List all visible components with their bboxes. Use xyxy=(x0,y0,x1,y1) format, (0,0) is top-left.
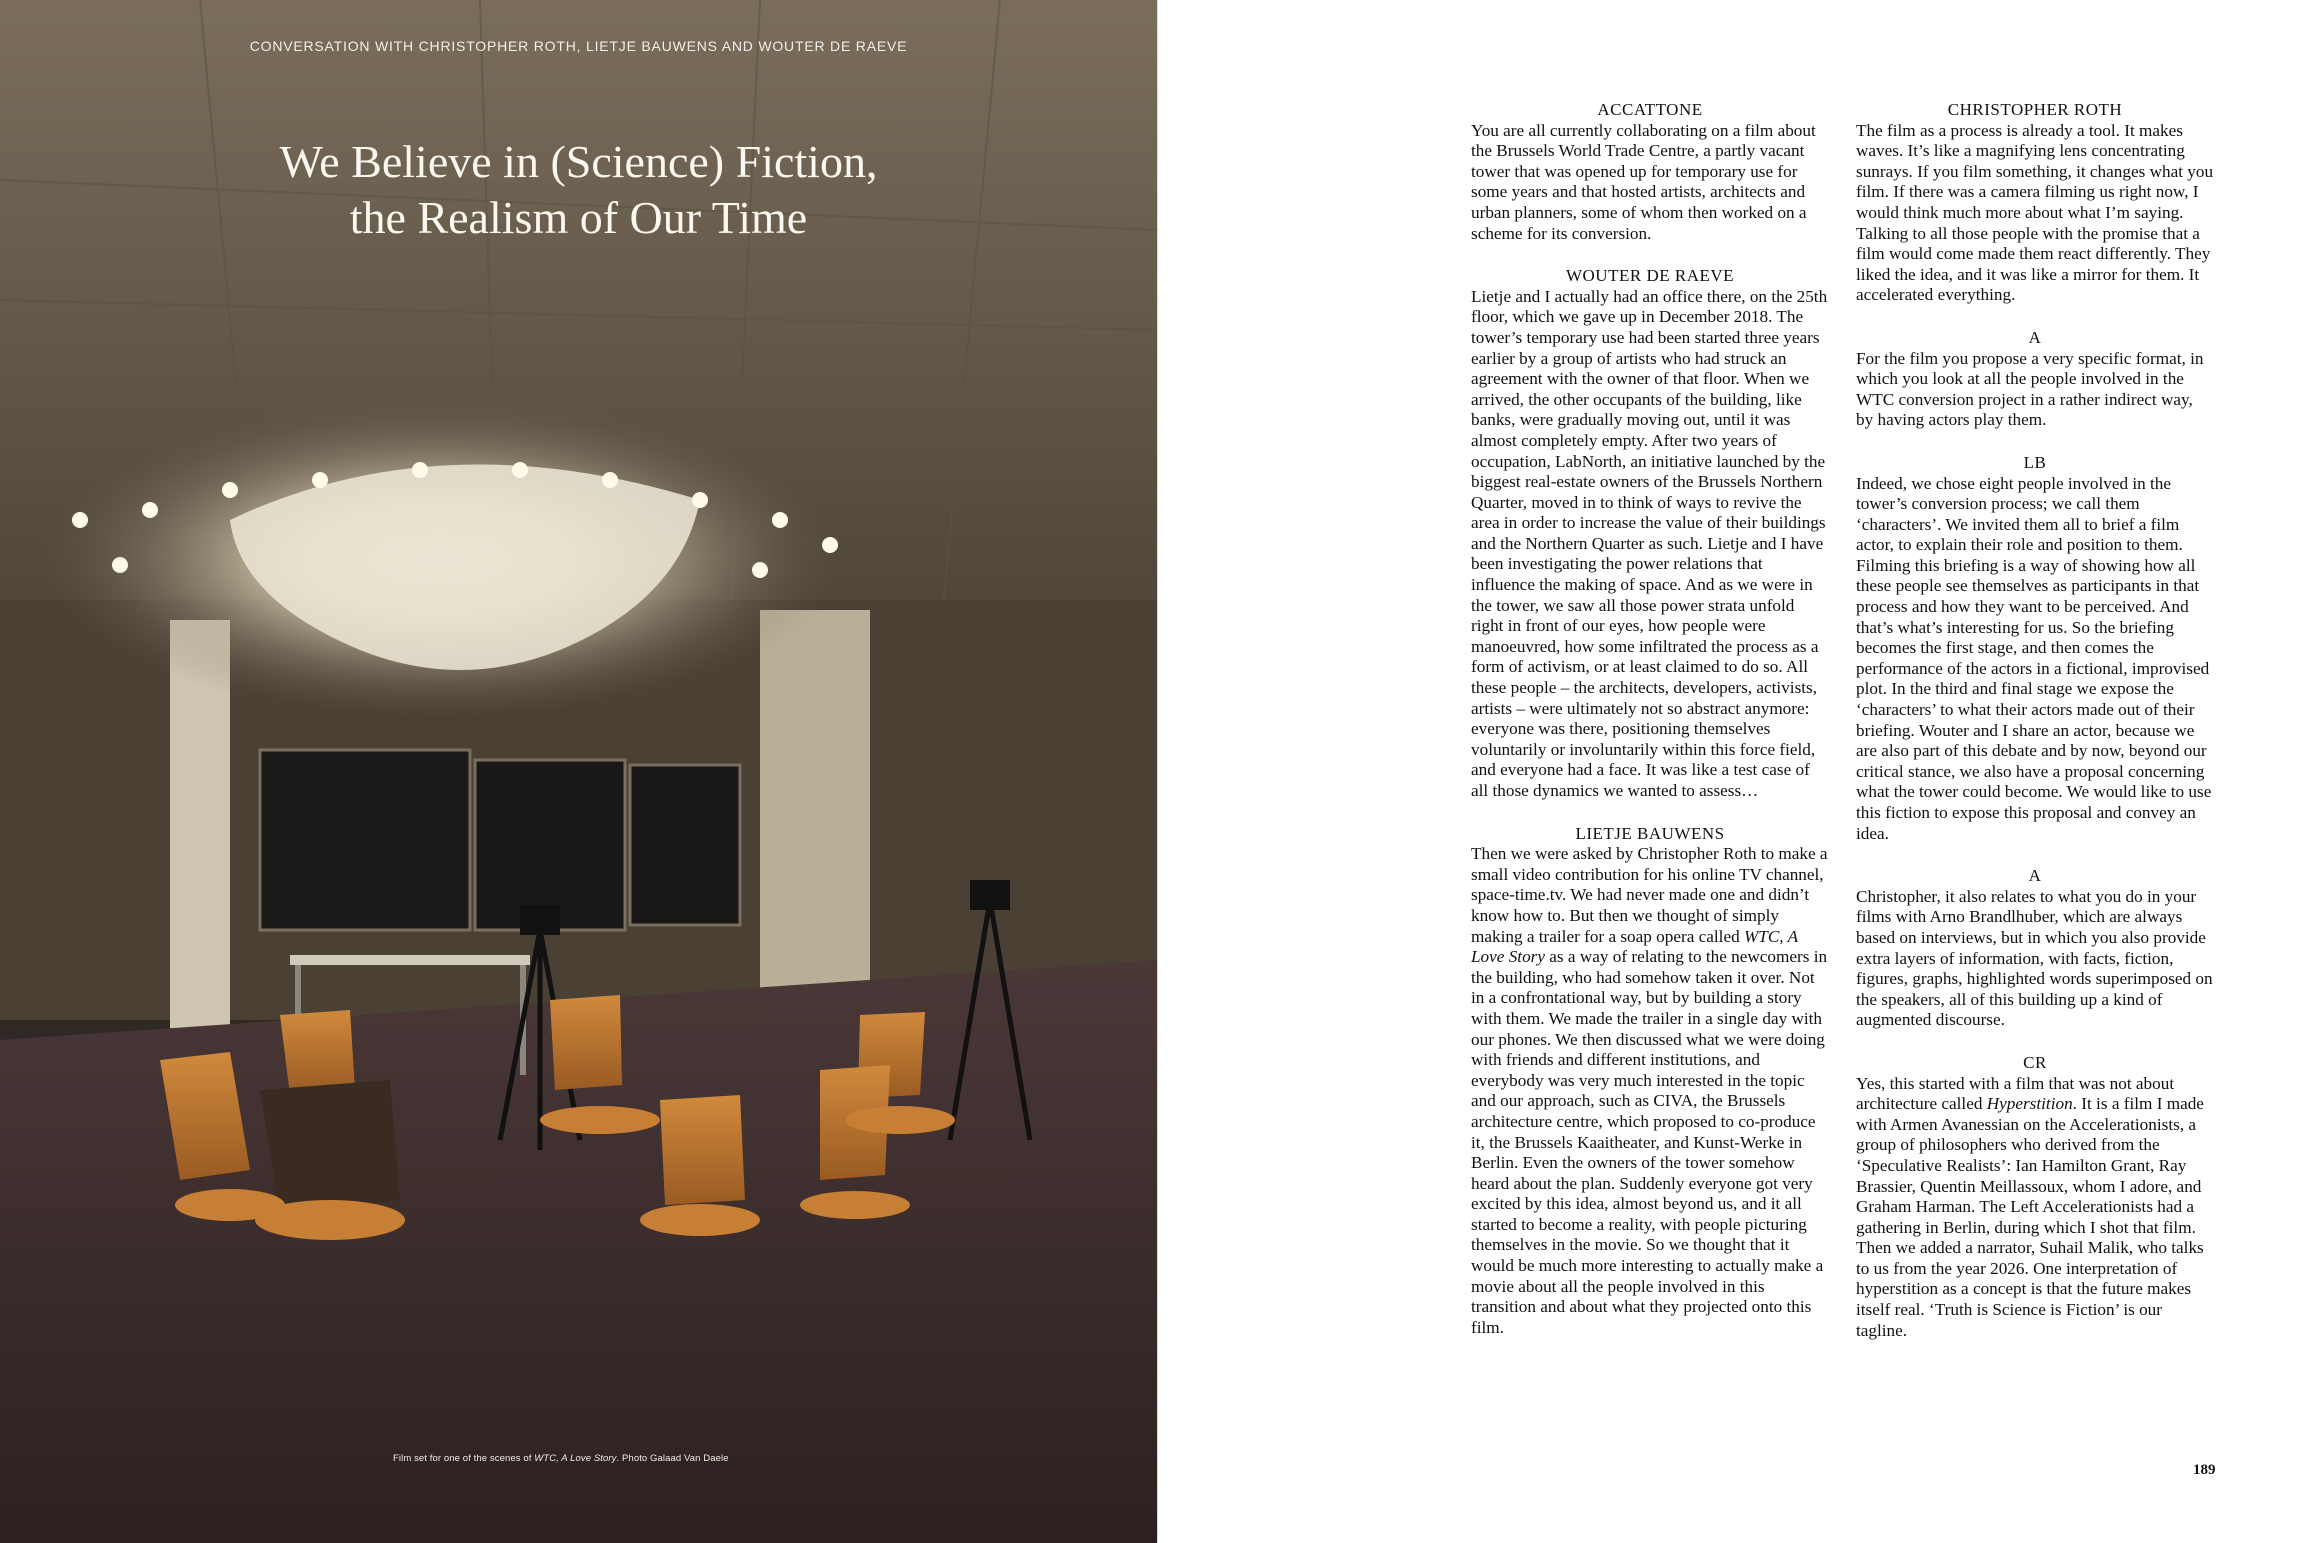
paragraph-text: as a way of relating to the newcomers in the building, who had somehow taken it over. Not in a confrontational way, but by building a story with them. We made the trailer in a single day with our phones. We then discussed what we were doing with friends and different institutions, and everybody was very much interested in the topic and our approach, such as CIVA, the Brussels architecture centre, which proposed to co-produce it, the Brussels Kaaitheater, and Kunst-Werke in Berlin. Even the owners of the tower somehow heard about the plan. Suddenly everyone got very excited by this idea, almost beyond us, and it all started to become a reality, with people picturing themselves in the movie. So we thought that it would be much more interesting to actually make a movie about all the people involved in this transition and about what they projected onto this film. xyxy=(1471,947,1828,1337)
interview-paragraph: Christopher, it also relates to what you do in your films with Arno Brandlhuber, which are always based on interviews, but in which you also provide extra layers of information, with facts, fiction, figures, graphs, highlighted words superimposed on the speakers, all of this building up a kind of augmented discourse. xyxy=(1856,886,2213,1030)
paragraph-text: Then we were asked by Christopher Roth to make a small video contribution for his online TV channel, space-time.tv. We had never made one and didn’t know how to. But then we thought of simply making a trailer for a soap opera called xyxy=(1471,844,1828,946)
interview-paragraph xyxy=(1471,844,1829,1338)
article-kicker: CONVERSATION WITH CHRISTOPHER ROTH, LIETJE BAUWENS AND WOUTER DE RAEVE xyxy=(249,38,908,54)
article-title-line-1: We Believe in (Science) Fiction, xyxy=(279,135,878,187)
interview-paragraph: For the film you propose a very specific format, in which you look at all the people involved in the WTC conversion project in a rather indirect way, by having actors play them. xyxy=(1856,348,2204,430)
speaker-label: WOUTER DE RAEVE xyxy=(1565,266,1735,286)
caption-prefix: Film set for one of the scenes of xyxy=(393,1453,535,1464)
speaker-label: CHRISTOPHER ROTH xyxy=(1947,100,2123,119)
page-number: 189 xyxy=(2193,1462,2216,1478)
text-column-1 xyxy=(1471,96,1829,1338)
text-column-2 xyxy=(1856,96,2214,1341)
photo-caption xyxy=(393,1453,729,1464)
speaker-label: CR xyxy=(2023,1052,2047,1072)
paragraph-text: . It is a film I made with Armen Avanessian on the Accelerationists, a group of philosophers who derived from the ‘Speculative Realists’: Ian Hamilton Grant, Ray Brassier, Quentin Meillassoux, whom I adore, and Graham Harman. The Left Accelerationists had a gathering in Berlin, during which I shot that film. Then we added a narrator, Suhail Malik, who talks to us from the year 2026. One interpretation of hyperstition as a concept is that the future makes itself real. ‘Truth is Science is Fiction’ is our tagline. xyxy=(1856,1094,2204,1340)
speaker-label: A xyxy=(2028,866,2042,886)
film-title-italic: WTC, A Love Story xyxy=(1471,926,1798,967)
speaker-label: ACCATTONE xyxy=(1597,100,1703,119)
speaker-label: LB xyxy=(2023,452,2047,472)
text-page xyxy=(1157,0,2314,1543)
interview-paragraph xyxy=(1856,1074,2214,1342)
interview-paragraph: The film as a process is already a tool. It makes waves. It’s like a magnifying lens concentrating sunrays. If you film something, it changes what you film. If there was a camera filming us right now, I would think much more about what I’m saying. Talking to all those people with the promise that a film would come made them react differently. They liked the idea, and it was like a mirror for them. It accelerated everything. xyxy=(1856,120,2214,305)
speaker-label: LIETJE BAUWENS xyxy=(1575,823,1725,843)
film-title-italic: Hyperstition xyxy=(1986,1094,2073,1114)
interview-paragraph: Indeed, we chose eight people involved in the tower’s conversion process; we call them ‘characters’. We invited them all to brief a film actor, to explain their role and position to them. Filming this briefing is a way of showing how all these people see themselves as participants in that process and how they want to be perceived. And that’s what’s interesting for us. So the briefing becomes the first stage, and then comes the performance of the actors in a fictional, improvised plot. In the third and final stage we expose the ‘characters’ to what their actors made out of their briefing. Wouter and I share an actor, because we are also part of this debate and by now, beyond our critical stance, we also have a proposal concerning what the tower could become. We would like to use this fiction to expose this proposal and convey an idea. xyxy=(1856,473,2212,843)
caption-suffix: . Photo Galaad Van Daele xyxy=(616,1453,729,1464)
caption-film-title: WTC, A Love Story xyxy=(534,1453,617,1464)
interview-paragraph: You are all currently collaborating on a film about the Brussels World Trade Centre, a partly vacant tower that was opened up for temporary use for some years and that hosted artists, architects and urban planners, some of whom then worked on a scheme for its conversion. xyxy=(1471,120,1816,243)
paragraph-text: Yes, this started with a film that was not about architecture called xyxy=(1856,1073,2175,1114)
article-title-line-2: the Realism of Our Time xyxy=(349,191,808,243)
speaker-label: A xyxy=(2028,327,2042,347)
interview-paragraph: Lietje and I actually had an office there, on the 25th floor, which we gave up in December 2018. The tower’s temporary use had been started three years earlier by a group of artists who had struck an agreement with the owner of that floor. When we arrived, the other occupants of the building, like banks, were gradually moving out, until it was almost completely empty. After two years of occupation, LabNorth, an initiative launched by the biggest real-estate owners of the Brussels Northern Quarter, moved in to think of ways to revive the area in order to increase the value of their buildings and the Northern Quarter as such. Lietje and I have been investigating the power relations that influence the making of space. And as we were in the tower, we saw all those power strata unfold right in front of our eyes, how people were manoeuvred, how some infiltrated the process as a form of activism, or at least claimed to do so. All these people – the architects, developers, activists, artists – were ultimately not so abstract anymore: everyone was there, positioning themselves voluntarily or involuntarily within this force field, and everyone had a face. It was like a test case of all those dynamics we wanted to assess… xyxy=(1471,286,1828,800)
article-title xyxy=(0,134,1157,246)
